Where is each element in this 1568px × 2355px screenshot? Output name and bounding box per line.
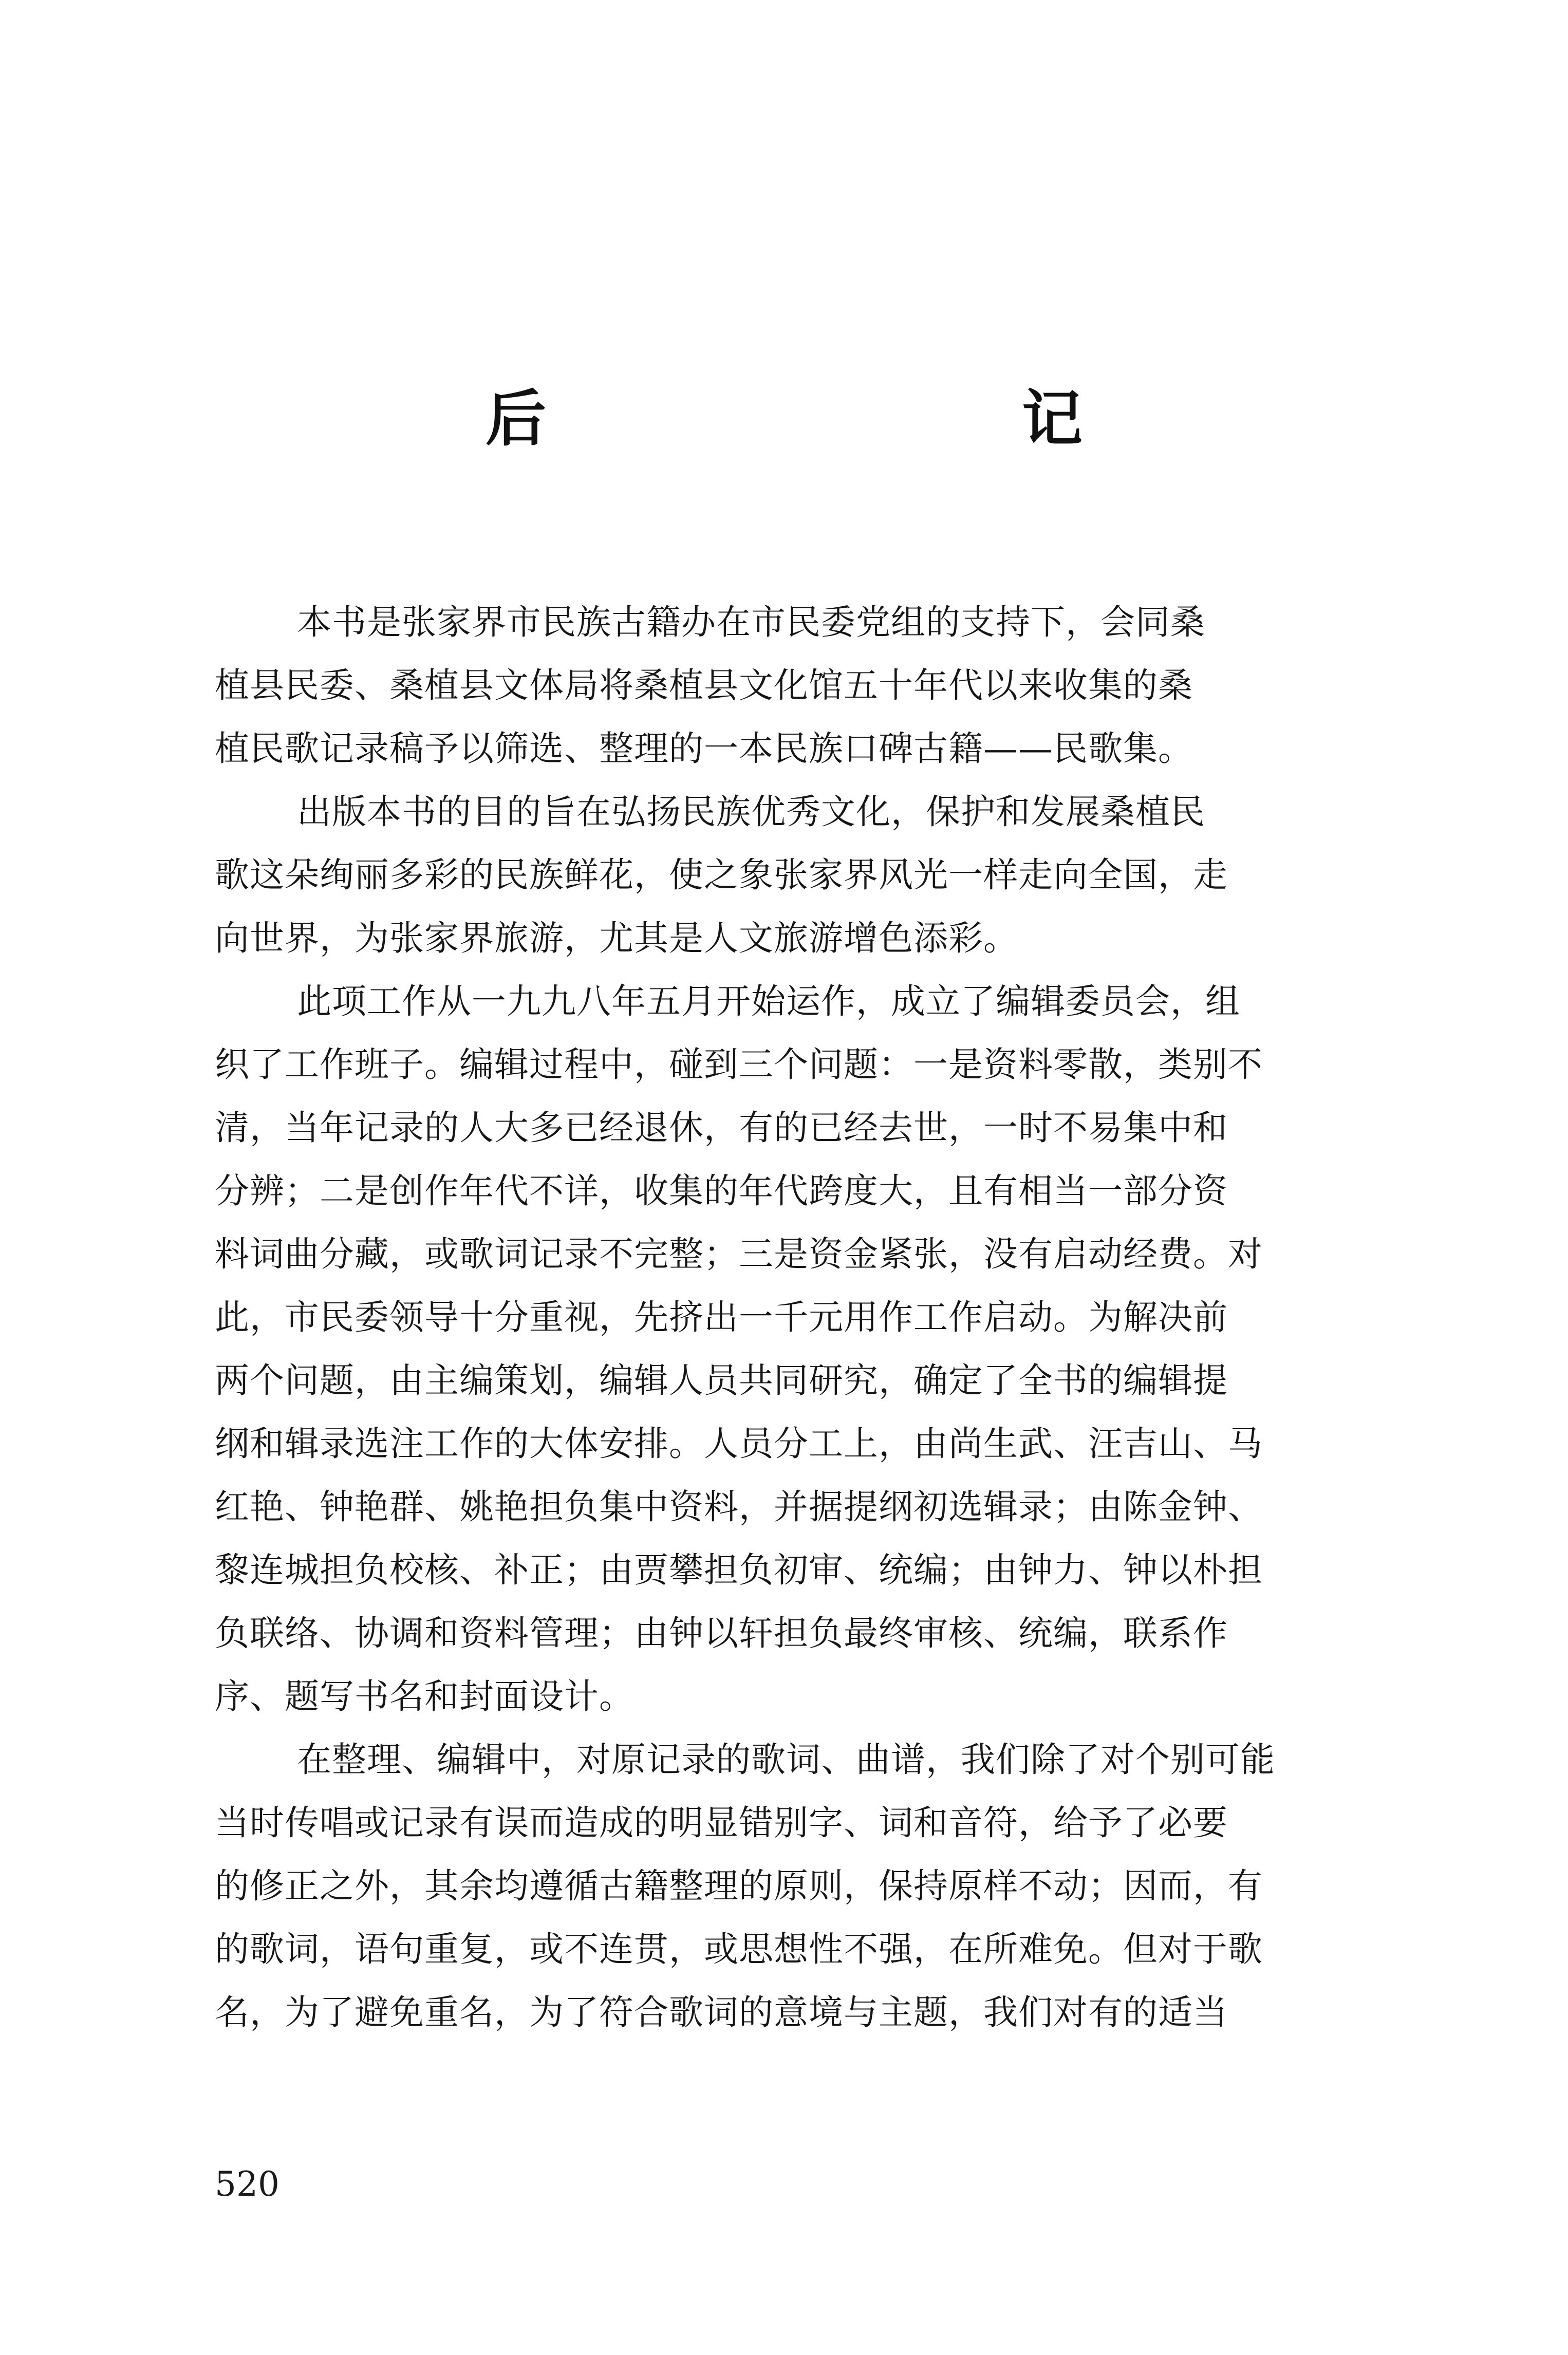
text-line: 织了工作班子。编辑过程中，碰到三个问题：一是资料零散，类别不	[215, 1044, 1263, 1085]
text-line: 出版本书的目的旨在弘扬民族优秀文化，保护和发展桑植民	[297, 792, 1205, 832]
text-line: 分辨；二是创作年代不详，收集的年代跨度大，且有相当一部分资	[215, 1171, 1228, 1211]
text-line: 红艳、钟艳群、姚艳担负集中资料，并据提纲初选辑录；由陈金钟、	[215, 1487, 1263, 1527]
text-line: 植县民委、桑植县文体局将桑植县文化馆五十年代以来收集的桑	[215, 665, 1193, 705]
text-line: 歌这朵绚丽多彩的民族鲜花，使之象张家界风光一样走向全国，走	[215, 855, 1228, 895]
paragraph	[215, 780, 1408, 970]
paragraph	[215, 591, 1408, 780]
text-line: 向世界，为张家界旅游，尤其是人文旅游增色添彩。	[215, 918, 1018, 958]
text-line: 本书是张家界市民族古籍办在市民委党组的支持下，会同桑	[297, 602, 1205, 642]
text-line: 名，为了避免重名，为了符合歌词的意境与主题，我们对有的适当	[215, 1992, 1228, 2032]
text-line: 负联络、协调和资料管理；由钟以轩担负最终审核、统编，联系作	[215, 1613, 1228, 1653]
page-number: 520	[215, 2164, 279, 2204]
text-line: 的修正之外，其余均遵循古籍整理的原则，保持原样不动；因而，有	[215, 1866, 1263, 1906]
text-line: 料词曲分藏，或歌词记录不完整；三是资金紧张，没有启动经费。对	[215, 1234, 1263, 1274]
text-line: 两个问题，由主编策划，编辑人员共同研究，确定了全书的编辑提	[215, 1360, 1228, 1400]
text-line: 在整理、编辑中，对原记录的歌词、曲谱，我们除了对个别可能	[297, 1740, 1275, 1780]
paragraph	[215, 1728, 1408, 2044]
text-line: 序、题写书名和封面设计。	[215, 1676, 634, 1716]
text-line: 清，当年记录的人大多已经退休，有的已经去世，一时不易集中和	[215, 1108, 1228, 1148]
text-line: 此，市民委领导十分重视，先挤出一千元用作工作启动。为解决前	[215, 1297, 1228, 1337]
body-text	[215, 591, 1408, 2044]
text-line: 的歌词，语句重复，或不连贯，或思想性不强，在所难免。但对于歌	[215, 1929, 1263, 1969]
text-line: 黎连城担负校核、补正；由贾攀担负初审、统编；由钟力、钟以朴担	[215, 1550, 1263, 1590]
text-line: 纲和辑录选注工作的大体安排。人员分工上，由尚生武、汪吉山、马	[215, 1424, 1263, 1464]
text-line: 此项工作从一九九八年五月开始运作，成立了编辑委员会，组	[297, 981, 1240, 1021]
page-title: 后 记	[485, 383, 1201, 454]
text-line: 当时传唱或记录有误而造成的明显错别字、词和音符，给予了必要	[215, 1803, 1228, 1843]
text-line: 植民歌记录稿予以筛选、整理的一本民族口碑古籍——民歌集。	[215, 728, 1193, 769]
paragraph	[215, 970, 1408, 1728]
